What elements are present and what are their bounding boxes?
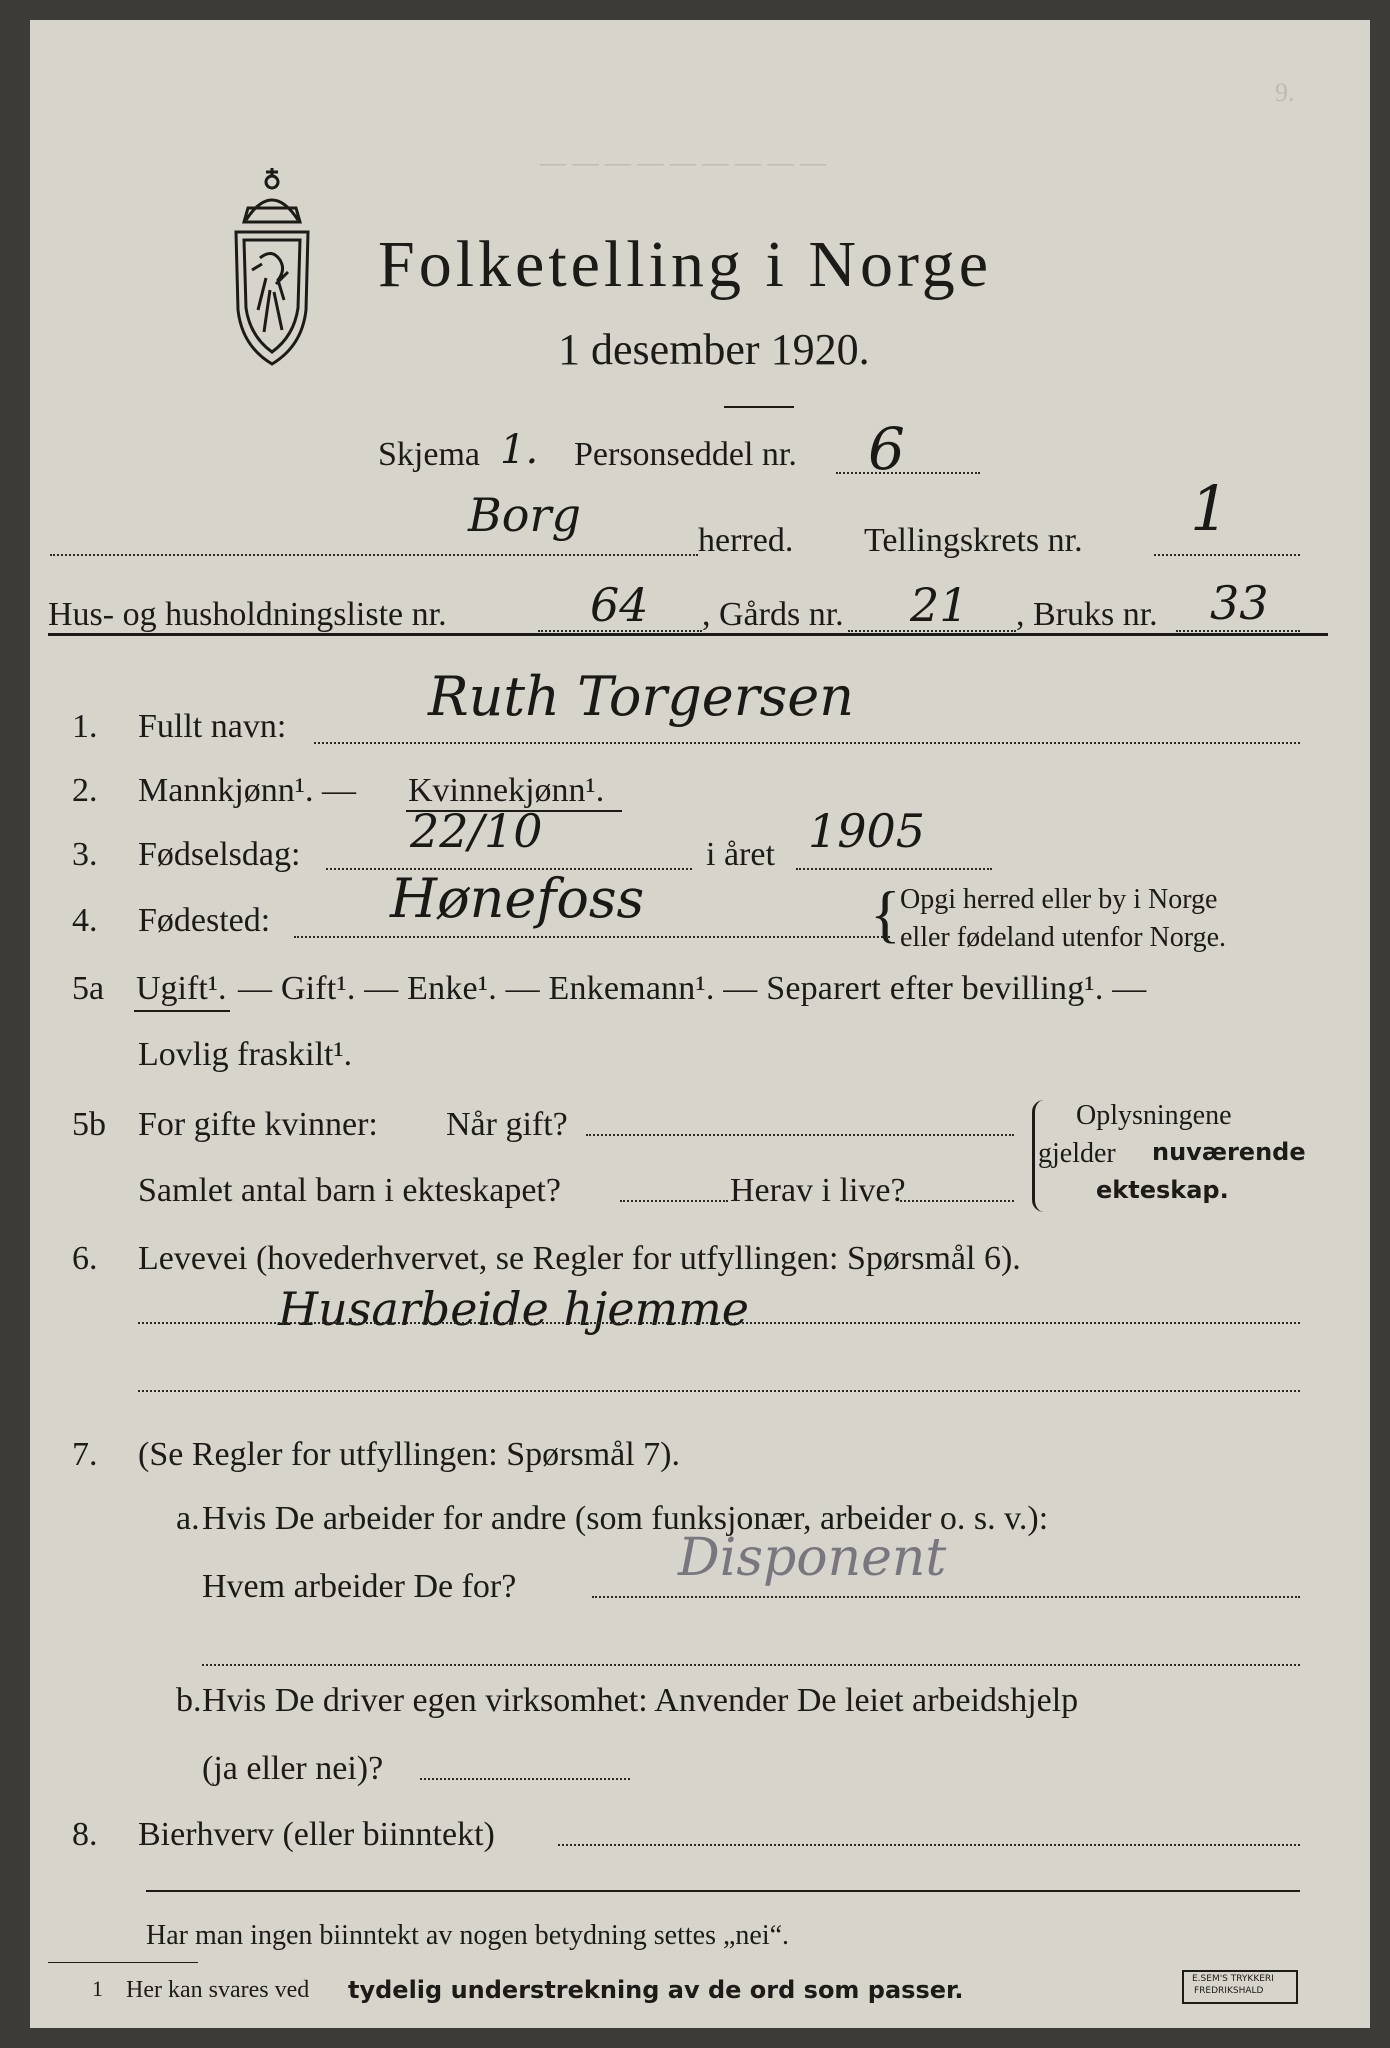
q5a-ugift-underline	[134, 1010, 230, 1012]
employer-value: Disponent	[678, 1528, 947, 1588]
q4-number: 4.	[72, 902, 98, 939]
footnote-number: 1	[92, 1976, 103, 2001]
form-date: 1 desember 1920.	[558, 325, 870, 374]
footer-note: Har man ingen biinntekt av nogen betydning settes „nei“.	[146, 1920, 790, 1951]
bruks-dots	[1176, 630, 1300, 632]
personseddel-value: 6	[868, 415, 905, 483]
q2-number: 2.	[72, 772, 98, 809]
q6-number: 6.	[72, 1240, 98, 1277]
q1-dots	[314, 742, 1300, 744]
q5b-alive-dots	[900, 1200, 1014, 1202]
tellingskrets-value: 1	[1190, 472, 1230, 545]
printer-line1: E.SEM'S TRYKKERI	[1192, 1974, 1274, 1984]
norwegian-coat-of-arms-icon	[226, 160, 318, 370]
q7-number: 7.	[72, 1436, 98, 1473]
q5b-children-dots	[620, 1200, 728, 1202]
q6-label: Levevei (hovederhvervet, se Regler for utfyllingen: Spørsmål 6).	[138, 1240, 1021, 1277]
q4-brace: {	[870, 878, 901, 949]
gards-label: , Gårds nr.	[702, 596, 844, 633]
q4-note-line1: Opgi herred eller by i Norge	[900, 884, 1218, 915]
bruks-label: , Bruks nr.	[1016, 596, 1158, 633]
tellingskrets-label: Tellingskrets nr.	[864, 522, 1083, 559]
herred-dots	[50, 554, 698, 556]
q4-label: Fødested:	[138, 902, 271, 939]
occupation-value: Husarbeide hjemme	[278, 1282, 750, 1336]
q5b-note1: Oplysningene	[1076, 1100, 1232, 1131]
q7-label: (Se Regler for utfyllingen: Spørsmål 7).	[138, 1436, 681, 1473]
full-name-value: Ruth Torgersen	[428, 665, 855, 728]
personseddel-dots	[836, 472, 980, 474]
herred-value: Borg	[468, 488, 581, 542]
hus-label: Hus- og husholdningsliste nr.	[48, 596, 447, 633]
tellingskrets-dots	[1154, 554, 1300, 556]
printer-mark	[1182, 1970, 1298, 2004]
q1-number: 1.	[72, 708, 98, 745]
title-divider	[724, 406, 794, 408]
footer-divider	[146, 1890, 1300, 1892]
bleed-through-text: 9.	[1275, 78, 1295, 107]
bruks-value: 33	[1210, 576, 1269, 630]
q7a-dots-1	[592, 1596, 1300, 1598]
q7b-letter: b.	[176, 1682, 202, 1719]
q7b-dots	[420, 1778, 630, 1780]
q5b-number: 5b	[72, 1106, 106, 1143]
skjema-value: 1.	[500, 427, 539, 473]
gards-value: 21	[910, 578, 969, 632]
bleed-through-text: — — — — — — — — —	[540, 148, 826, 177]
q5a-number: 5a	[72, 970, 105, 1007]
q5a-options: — Gift¹. — Enke¹. — Enkemann¹. — Separert efter bevilling¹. —	[238, 970, 1147, 1007]
birthplace-value: Hønefoss	[390, 867, 645, 930]
herred-label: herred.	[698, 522, 794, 559]
census-form	[30, 20, 1370, 2028]
q5b-note2: gjelder	[1038, 1138, 1116, 1169]
q5b-when-dots	[586, 1134, 1014, 1136]
q3-year-dots	[796, 868, 992, 870]
q3-year-label: i året	[706, 836, 775, 873]
q4-dots	[294, 936, 890, 938]
q5b-note2b: nuværende	[1152, 1138, 1306, 1166]
q5b-label4: Herav i live?	[730, 1172, 906, 1209]
q4-note-line2: eller fødeland utenfor Norge.	[900, 922, 1227, 953]
footnote-bold: tydelig understrekning av de ord som passer.	[348, 1976, 964, 2004]
header-divider	[48, 633, 1328, 636]
q5b-note3: ekteskap.	[1096, 1176, 1229, 1204]
q8-dots	[558, 1844, 1300, 1846]
q3-number: 3.	[72, 836, 98, 873]
hus-value: 64	[590, 578, 649, 632]
birthdate-value: 22/10	[410, 804, 543, 858]
q7b-text: Hvis De driver egen virksomhet: Anvender De leiet arbeidshjelp	[202, 1682, 1079, 1719]
q6-dots-2	[138, 1390, 1300, 1392]
q6-dots-1	[138, 1322, 1300, 1324]
q8-number: 8.	[72, 1816, 98, 1853]
footnote-text: Her kan svares ved	[126, 1977, 310, 2003]
q5b-label3: Samlet antal barn i ekteskapet?	[138, 1172, 561, 1209]
q7a-dots-2	[202, 1664, 1300, 1666]
q5b-label1: For gifte kvinner:	[138, 1106, 378, 1143]
q5a-line2: Lovlig fraskilt¹.	[138, 1036, 353, 1073]
q7b-question: (ja eller nei)?	[202, 1750, 384, 1787]
q2-kvinne-label: Kvinnekjønn¹.	[408, 772, 605, 809]
birth-year-value: 1905	[808, 804, 926, 858]
footnote-divider	[48, 1962, 198, 1963]
printer-line2: FREDRIKSHALD	[1194, 1986, 1264, 1996]
q5a-ugift: Ugift¹.	[136, 970, 227, 1007]
q3-label: Fødselsdag:	[138, 836, 301, 873]
q5b-label2: Når gift?	[446, 1106, 568, 1143]
q7a-letter: a.	[176, 1500, 200, 1537]
q1-label: Fullt navn:	[138, 708, 287, 745]
q2-mann-label: Mannkjønn¹. —	[138, 772, 356, 809]
form-title: Folketelling i Norge	[378, 228, 993, 301]
personseddel-label: Personseddel nr.	[574, 436, 797, 473]
skjema-label: Skjema	[378, 436, 480, 473]
q7a-question: Hvem arbeider De for?	[202, 1568, 517, 1605]
q8-label: Bierhverv (eller biinntekt)	[138, 1816, 495, 1853]
q7a-text: Hvis De arbeider for andre (som funksjonær, arbeider o. s. v.):	[202, 1500, 1049, 1537]
